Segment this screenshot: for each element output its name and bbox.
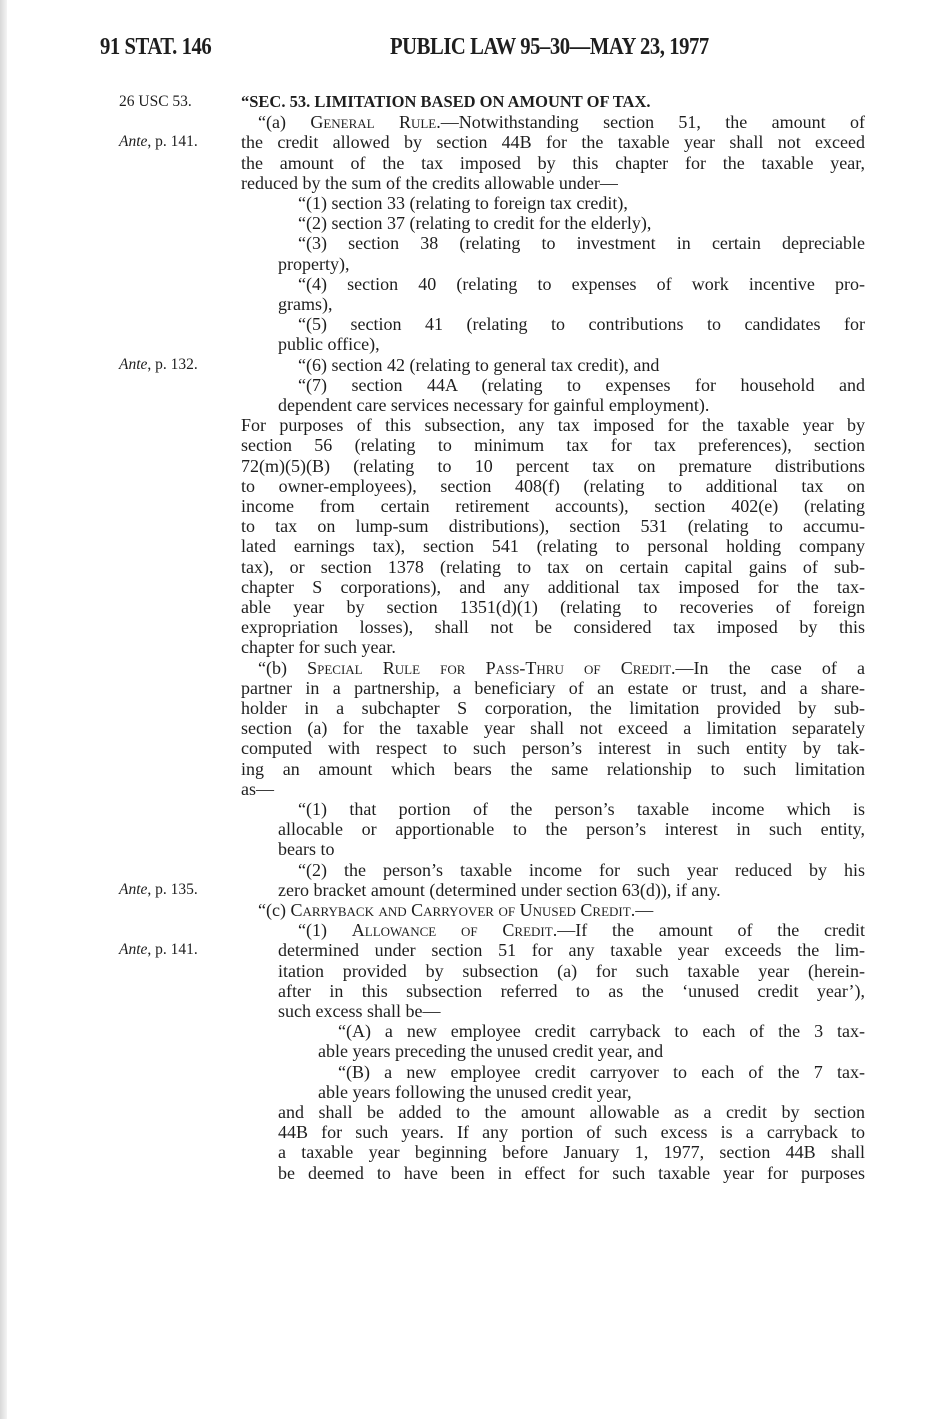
text-line [298, 213, 865, 233]
margin-note-ante: Ante [119, 133, 148, 151]
text-run: allocable or apportionable to the person’s interest in such entity, [278, 819, 865, 840]
text-line [278, 880, 865, 900]
text-run: “SEC. 53. LIMITATION BASED ON AMOUNT OF TAX. [241, 92, 651, 111]
text-run: “(c) [258, 900, 291, 920]
text-line [278, 1102, 865, 1122]
subsection-caption: General Rule [310, 112, 437, 133]
text-run: public office), [278, 334, 380, 355]
text-run: holder in a subchapter S corporation, the limitation provided by sub- [241, 698, 865, 718]
text-run: “(a) [258, 112, 311, 133]
text-line [241, 718, 865, 738]
text-run: .—Notwithstanding section 51, the amount of [436, 112, 865, 133]
text-run: “(1) that portion of the person’s taxable income which is [298, 799, 865, 819]
text-line [278, 294, 865, 314]
text-line [298, 860, 865, 880]
text-run: “(4) section 40 (relating to expenses of work incentive pro- [298, 273, 865, 294]
margin-note [119, 880, 198, 900]
text-line [241, 597, 865, 617]
margin-note-text: 26 USC 53. [119, 93, 192, 110]
text-line [241, 415, 865, 435]
text-line [338, 1021, 865, 1041]
text-line [278, 254, 865, 274]
text-run: section 56 (relating to minimum tax for tax preferences), section [241, 435, 865, 456]
text-line [298, 233, 865, 253]
text-line [241, 779, 865, 799]
text-line [241, 577, 865, 597]
margin-note-text: , p. 141. [147, 133, 198, 151]
text-run: able years preceding the unused credit year, and [318, 1041, 664, 1062]
text-line [278, 839, 865, 859]
text-run: be deemed to have been in effect for such taxable year for purposes [278, 1162, 865, 1183]
text-line [278, 940, 865, 960]
text-line [278, 1142, 865, 1162]
margin-note-ante: Ante [119, 355, 148, 373]
text-line [241, 557, 865, 577]
text-run: to tax on lump-sum distributions), section 531 (relating to accumu- [241, 516, 865, 537]
margin-note-text: , p. 141. [147, 941, 198, 959]
text-line [241, 516, 865, 536]
text-run: able years following the unused credit year, [318, 1081, 632, 1102]
text-run: and shall be added to the amount allowable as a credit by section [278, 1102, 865, 1122]
text-run: .— [630, 900, 654, 920]
text-line [278, 961, 865, 981]
text-line [298, 193, 865, 213]
text-run: ing an amount which bears the same relationship to such limitation [241, 758, 865, 779]
text-run: chapter S corporations), and any additional tax imposed for the tax- [241, 576, 865, 597]
text-line [241, 132, 865, 152]
text-line [298, 355, 865, 375]
text-line [338, 1062, 865, 1082]
text-run: tax), or section 1378 (relating to tax on certain capital gains of sub- [241, 556, 865, 577]
text-run: “(A) a new employee credit carryback to each of the 3 tax- [338, 1021, 865, 1042]
text-run: “(1) section 33 (relating to foreign tax credit), [298, 193, 628, 213]
text-line [241, 637, 865, 657]
subsection-caption: Special Rule for Pass-Thru of Credit [307, 657, 672, 678]
text-line [241, 678, 865, 698]
text-line [298, 375, 865, 395]
text-line [318, 1082, 865, 1102]
margin-note-text: , p. 132. [147, 355, 198, 373]
text-run: chapter for such year. [241, 637, 396, 658]
text-run: grams), [278, 294, 333, 314]
text-run: “(7) section 44A (relating to expenses for household and [298, 374, 865, 395]
text-line [278, 819, 865, 839]
text-run: the credit allowed by section 44B for the taxable year shall not exceed [241, 132, 865, 153]
text-run: “(B) a new employee credit carryover to each of the 7 tax- [338, 1061, 865, 1082]
text-line [278, 1163, 865, 1183]
text-run: “(5) section 41 (relating to contributions to candidates for [298, 314, 865, 335]
text-line [241, 617, 865, 637]
text-line [278, 981, 865, 1001]
text-run: 44B for such years. If any portion of such excess is a carryback to [278, 1122, 865, 1143]
text-run: dependent care services necessary for gainful employment). [278, 395, 710, 415]
text-run: bears to [278, 839, 335, 860]
text-run: lated earnings tax), section 541 (relating to personal holding company [241, 536, 865, 557]
text-run: 72(m)(5)(B) (relating to 10 percent tax on premature distributions [241, 455, 865, 476]
text-run: zero bracket amount (determined under section 63(d)), if any. [278, 879, 721, 900]
text-run: income from certain retirement accounts), section 402(e) (relating [241, 496, 865, 516]
text-run: as— [241, 778, 274, 799]
text-line [258, 900, 865, 920]
text-line [278, 1122, 865, 1142]
text-run: reduced by the sum of the credits allowable under— [241, 172, 618, 193]
text-line [241, 536, 865, 556]
margin-note [119, 132, 198, 152]
text-line [278, 334, 865, 354]
text-run: .—In the case of a [671, 657, 865, 678]
text-line [278, 395, 865, 415]
margin-note-ante: Ante [119, 880, 148, 898]
text-run: .—If the amount of the credit [552, 920, 865, 941]
subsection-caption: Allowance of Credit [351, 920, 553, 941]
text-run: determined under section 51 for any taxable year exceeds the lim- [278, 940, 865, 961]
text-line [241, 759, 865, 779]
text-run: “(6) section 42 (relating to general tax credit), and [298, 354, 660, 375]
text-line [298, 799, 865, 819]
text-line [278, 1001, 865, 1021]
text-line [258, 658, 865, 678]
text-line [318, 1041, 865, 1061]
text-line [258, 112, 865, 132]
text-run: For purposes of this subsection, any tax imposed for the taxable year by [241, 415, 865, 436]
text-run: after in this subsection referred to as the ‘unused credit year’), [278, 980, 865, 1001]
text-run: a taxable year beginning before January 1, 1977, section 44B shall [278, 1142, 865, 1163]
text-line [241, 456, 865, 476]
margin-note-ante: Ante [119, 941, 148, 959]
text-run: section (a) for the taxable year shall not exceed a limitation separately [241, 718, 865, 739]
running-head: PUBLIC LAW 95–30—MAY 23, 1977 [390, 34, 709, 60]
text-run: partner in a partnership, a beneficiary of an estate or trust, and a share- [241, 677, 865, 698]
page-edge-shadow [0, 0, 7, 1419]
text-run: “(3) section 38 (relating to investment in certain depreciable [298, 233, 865, 254]
text-line [241, 496, 865, 516]
text-run: “(2) the person’s taxable income for such year reduced by his [298, 859, 865, 880]
text-line [298, 274, 865, 294]
text-line [241, 476, 865, 496]
text-run: property), [278, 253, 350, 274]
text-run: “(b) [258, 657, 308, 678]
text-line [241, 738, 865, 758]
page-folio: 91 STAT. 146 [100, 34, 212, 60]
text-run: “(2) section 37 (relating to credit for the elderly), [298, 213, 652, 234]
text-run: such excess shall be— [278, 1001, 441, 1021]
margin-note [119, 355, 198, 375]
text-line [298, 314, 865, 334]
subsection-caption: Carryback and Carryover of Unused Credit [290, 900, 631, 920]
text-run: itation provided by subsection (a) for such taxable year (herein- [278, 960, 865, 981]
text-run: able year by section 1351(d)(1) (relating to recoveries of foreign [241, 597, 865, 617]
text-run: expropriation losses), shall not be considered tax imposed by this [241, 617, 865, 638]
text-line [241, 435, 865, 455]
text-line [241, 173, 865, 193]
margin-note [119, 92, 192, 112]
text-run: computed with respect to such person’s interest in such entity by tak- [241, 738, 865, 759]
text-line [241, 698, 865, 718]
margin-note-text: , p. 135. [147, 880, 198, 898]
text-line [298, 920, 865, 940]
text-line [241, 153, 865, 173]
margin-note [119, 940, 198, 960]
text-run: to owner-employees), section 408(f) (relating to additional tax on [241, 475, 865, 496]
section-heading [241, 92, 865, 112]
text-run: the amount of the tax imposed by this chapter for the taxable year, [241, 152, 865, 173]
text-run: “(1) [298, 920, 352, 941]
